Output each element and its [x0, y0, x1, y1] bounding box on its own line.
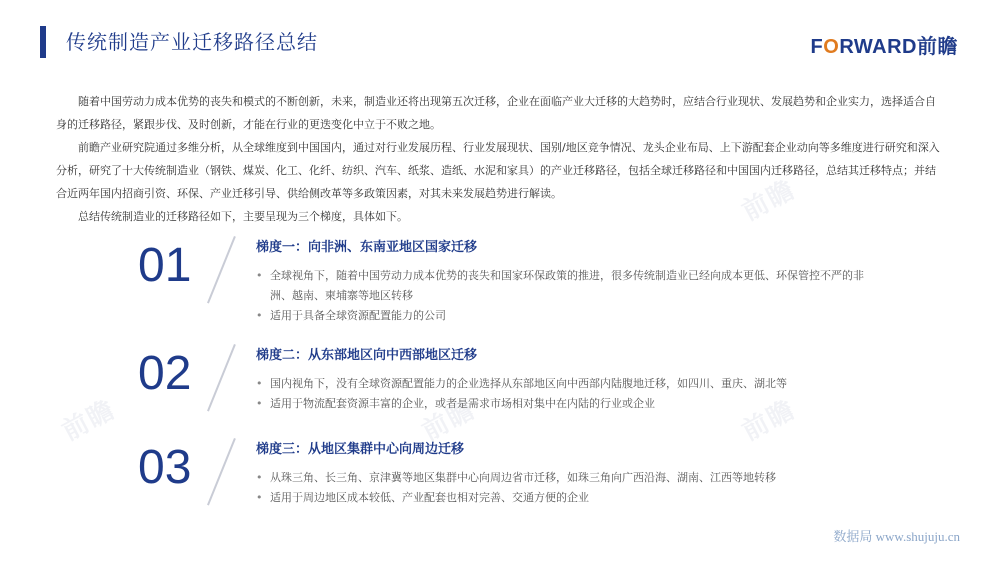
page-title: 传统制造产业迁移路径总结	[66, 30, 318, 54]
tier-bullet: • 适用于具备全球资源配置能力的公司	[256, 306, 876, 326]
tier-number: 01	[138, 239, 192, 292]
watermark-logo: 前瞻	[737, 394, 801, 448]
tier-heading: 梯度一：向非洲、东南亚地区国家迁移	[256, 240, 478, 255]
watermark-logo: 前瞻	[737, 174, 801, 228]
watermark-logo: 前瞻	[57, 394, 121, 448]
tier-bullets	[256, 374, 876, 414]
intro-text	[56, 90, 946, 228]
title-accent-bar	[40, 26, 46, 58]
tier-bullet: • 全球视角下，随着中国劳动力成本优势的丧失和国家环保政策的推进，很多传统制造业已经向成本更低、环保管控不严的非洲、越南、柬埔寨等地区转移	[256, 266, 876, 306]
logo-text-o: O	[823, 36, 840, 58]
tier-divider	[207, 344, 236, 412]
tier-bullets	[256, 266, 876, 326]
tier-bullet: • 适用于周边地区成本较低、产业配套也相对完善、交通方便的企业	[256, 488, 876, 508]
tier-number: 03	[138, 441, 192, 494]
tier-heading: 梯度三：从地区集群中心向周边迁移	[256, 442, 465, 457]
watermark-logo: 前瞻	[417, 394, 481, 448]
site-watermark: 数据局 www.shujuju.cn	[833, 529, 960, 544]
intro-paragraph: 随着中国劳动力成本优势的丧失和模式的不断创新，未来，制造业还将出现第五次迁移，企业在面临产业大迁移的大趋势时，应结合行业现状、发展趋势和企业实力，选择适合自身的迁移路径，紧跟步伐、及时创新，才能在行业的更迭变化中立于不败之地。	[56, 95, 936, 131]
tier-divider	[207, 236, 236, 304]
tier-number: 02	[138, 347, 192, 400]
logo-text-rest: RWARD前瞻	[839, 36, 958, 58]
tier-divider	[207, 438, 236, 506]
intro-paragraph: 前瞻产业研究院通过多维分析，从全球维度到中国国内，通过对行业发展历程、行业发展现状、国别/地区竞争情况、龙头企业布局、上下游配套企业动向等多维度进行研究和深入分析，研究了十大传统制造业（钢铁、煤炭、化工、化纤、纺织、汽车、纸浆、造纸、水泥和家具）的产业迁移路径，包括全球迁移路径和中国国内迁移路径，总结其迁移特点；并结合近两年国内招商引资、环保、产业迁移引导、供给侧改革等多政策因素，对其未来发展趋势进行解读。	[56, 141, 940, 200]
tier-heading: 梯度二：从东部地区向中西部地区迁移	[256, 348, 478, 363]
tier-bullet: • 适用于物流配套资源丰富的企业，或者是需求市场相对集中在内陆的行业或企业	[256, 394, 876, 414]
tier-bullet: • 从珠三角、长三角、京津冀等地区集群中心向周边省市迁移，如珠三角向广西沿海、湖南、江西等地转移	[256, 468, 876, 488]
tier-bullets	[256, 468, 876, 508]
intro-paragraph: 总结传统制造业的迁移路径如下，主要呈现为三个梯度，具体如下。	[78, 210, 408, 223]
tier-bullet: • 国内视角下，没有全球资源配置能力的企业选择从东部地区向中西部内陆腹地迁移，如四川、重庆、湖北等	[256, 374, 876, 394]
forward-logo	[811, 30, 958, 59]
logo-text-f: F	[810, 36, 824, 58]
tier-1	[0, 238, 1000, 348]
